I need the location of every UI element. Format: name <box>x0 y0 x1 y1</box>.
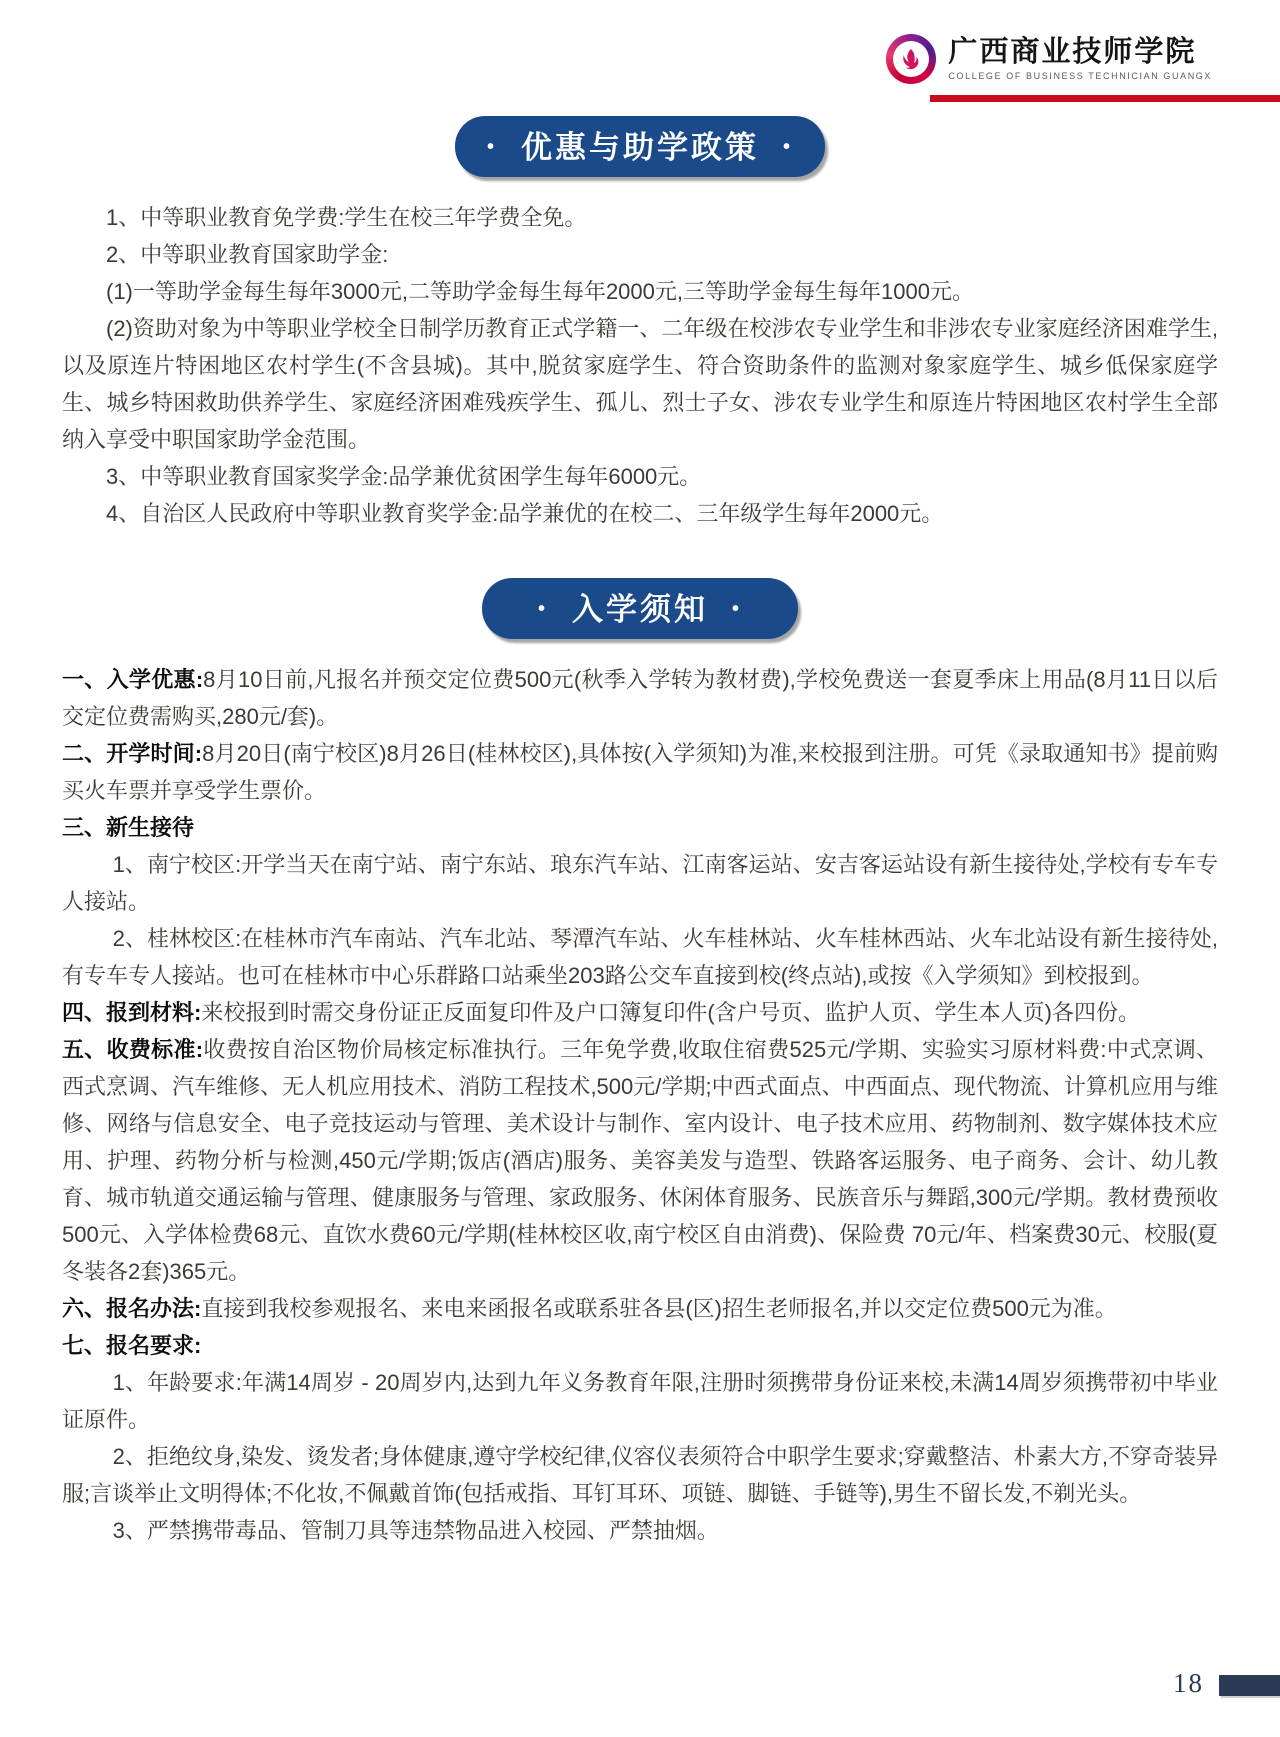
notice-item <box>62 994 1218 1031</box>
notice-subitem <box>62 1512 1218 1549</box>
banner-bullet-icon: • <box>486 135 497 158</box>
notice-item <box>62 809 1218 846</box>
policy-section <box>62 199 1218 532</box>
notice-subitem <box>62 1364 1218 1438</box>
banner-bullet-icon: • <box>732 597 743 620</box>
policy-item: 1、中等职业教育免学费:学生在校三年学费全免。 <box>106 205 587 230</box>
policy-item: 2、中等职业教育国家助学金: <box>106 242 389 267</box>
section-banner-notice <box>482 578 798 639</box>
notice-subitem <box>62 1438 1218 1512</box>
notice-item-text: 1、年龄要求:年满14周岁 - 20周岁内,达到九年义务教育年限,注册时须携带身份证来校,未满14周岁须携带初中毕业证原件。 <box>62 1370 1218 1432</box>
notice-item-text: 来校报到时需交身份证正反面复印件及户口簿复印件(含户号页、监护人页、学生本人页)各四份。 <box>201 1000 1140 1025</box>
school-logo-icon <box>886 34 936 84</box>
policy-item: (2)资助对象为中等职业学校全日制学历教育正式学籍一、二年级在校涉农专业学生和非涉农专业家庭经济困难学生,以及原连片特困地区农村学生(不含县城)。其中,脱贫家庭学生、符合资助条件的监测对象家庭学生、城乡低保家庭学生、城乡特困救助供养学生、家庭经济困难残疾学生、孤儿、烈士子女、涉农专业学生和原连片特困地区农村学生全部纳入享受中职国家助学金范围。 <box>62 316 1218 452</box>
header-red-rule <box>930 95 1280 102</box>
page-number: 18 <box>1173 1668 1204 1698</box>
banner-bullet-icon: • <box>783 135 794 158</box>
notice-item-text: 8月20日(南宁校区)8月26日(桂林校区),具体按(入学须知)为准,来校报到注册。可凭《录取通知书》提前购买火车票并享受学生票价。 <box>62 741 1218 803</box>
notice-item-lead: 七、报名要求: <box>62 1333 202 1358</box>
notice-item-lead: 二、开学时间: <box>62 741 203 766</box>
notice-item <box>62 1327 1218 1364</box>
notice-item <box>62 1290 1218 1327</box>
section-banner-policy <box>455 116 825 177</box>
policy-item: (1)一等助学金每生每年3000元,二等助学金每生每年2000元,三等助学金每生每年1000元。 <box>106 279 974 304</box>
footer-bar <box>1219 1675 1280 1696</box>
notice-subitem <box>62 846 1218 920</box>
notice-item-text: 8月10日前,凡报名并预交定位费500元(秋季入学转为教材费),学校免费送一套夏季床上用品(8月11日以后交定位费需购买,280元/套)。 <box>62 667 1218 729</box>
notice-item-lead: 四、报到材料: <box>62 1000 202 1025</box>
phoenix-icon <box>898 46 924 72</box>
section-title-policy: 优惠与助学政策 <box>521 130 759 165</box>
school-name: 广西商业技师学院 <box>948 35 1197 68</box>
notice-item <box>62 1031 1218 1290</box>
notice-item-text: 2、桂林校区:在桂林市汽车南站、汽车北站、琴潭汽车站、火车桂林站、火车桂林西站、火车北站设有新生接待处,有专车专人接站。也可在桂林市中心乐群路口站乘坐203路公交车直接到校(终点站),或按《入学须知》到校报到。 <box>62 926 1218 988</box>
school-name-english: COLLEGE OF BUSINESS TECHNICIAN GUANGX <box>948 71 1212 82</box>
school-logo-emblem <box>893 41 929 77</box>
notice-item-lead: 六、报名办法: <box>62 1296 202 1321</box>
policy-item: 4、自治区人民政府中等职业教育奖学金:品学兼优的在校二、三年级学生每年2000元。 <box>106 501 944 526</box>
notice-item-lead: 五、收费标准: <box>62 1037 204 1062</box>
notice-item <box>62 661 1218 735</box>
section-title-notice: 入学须知 <box>572 592 708 627</box>
notice-item <box>62 735 1218 809</box>
policy-item: 3、中等职业教育国家奖学金:品学兼优贫困学生每年6000元。 <box>106 464 702 489</box>
notice-item-text: 直接到我校参观报名、来电来函报名或联系驻各县(区)招生老师报名,并以交定位费500元为准。 <box>201 1296 1117 1321</box>
notice-item-text: 1、南宁校区:开学当天在南宁站、南宁东站、琅东汽车站、江南客运站、安吉客运站设有新生接待处,学校有专车专人接站。 <box>62 852 1218 914</box>
notice-item-lead: 三、新生接待 <box>62 815 195 840</box>
notice-item-text: 收费按自治区物价局核定标准执行。三年免学费,收取住宿费525元/学期、实验实习原材料费:中式烹调、西式烹调、汽车维修、无人机应用技术、消防工程技术,500元/学期;中西式面点、中西面点、现代物流、计算机应用与维修、网络与信息安全、电子竞技运动与管理、美术设计与制作、室内设计、电子技术应用、药物制剂、数字媒体技术应用、护理、药物分析与检测,450元/学期;饭店(酒店)服务、美容美发与造型、铁路客运服务、电子商务、会计、幼儿教育、城市轨道交通运输与管理、健康服务与管理、家政服务、休闲体育服务、民族音乐与舞蹈,300元/学期。教材费预收500元、入学体检费68元、直饮水费60元/学期(桂林校区收,南宁校区自由消费)、保险费 70元/年、档案费30元、校服(夏冬装各2套)365元。 <box>62 1037 1219 1284</box>
notice-subitem <box>62 920 1218 994</box>
banner-bullet-icon: • <box>537 597 548 620</box>
page-header <box>886 34 1212 84</box>
school-name-block <box>948 37 1212 82</box>
notice-item-text: 3、严禁携带毒品、管制刀具等违禁物品进入校园、严禁抽烟。 <box>112 1518 719 1543</box>
notice-section <box>62 661 1218 1549</box>
notice-item-text: 2、拒绝纹身,染发、烫发者;身体健康,遵守学校纪律,仪容仪表须符合中职学生要求;穿戴整洁、朴素大方,不穿奇装异服;言谈举止文明得体;不化妆,不佩戴首饰(包括戒指、耳钉耳环、项链、脚链、手链等),男生不留长发,不剃光头。 <box>62 1444 1218 1506</box>
notice-item-lead: 一、入学优惠: <box>62 667 204 692</box>
